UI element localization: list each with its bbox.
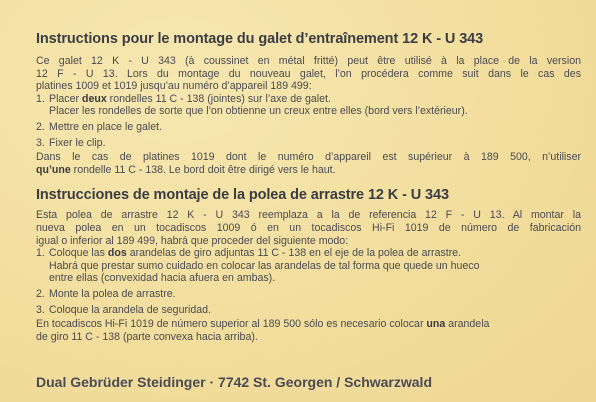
spanish-heading: Instrucciones de montaje de la polea de arrastre 12 K - U 343 bbox=[36, 187, 449, 204]
step-text: Coloque las dos arandelas de giro adjuntas 11 C - 138 en el eje de la polea de arrastre. bbox=[49, 247, 462, 260]
spanish-outro-line: de giro 11 C - 138 (parte convexa hacia arriba). bbox=[36, 330, 258, 343]
manufacturer-footer: Dual Gebrüder Steidinger · 7742 St. Georgen / Schwarzwald bbox=[36, 374, 432, 390]
step-number: 1. bbox=[36, 92, 45, 105]
french-intro bbox=[36, 55, 581, 93]
french-intro-line: platines 1009 et 1019 jusqu’au numéro d’appareil 189 499: bbox=[36, 80, 312, 93]
step-text: entre ellas (convexidad hacia afuera en ambas). bbox=[49, 272, 276, 285]
french-step-3 bbox=[36, 137, 581, 150]
step-text: Habrá que prestar sumo cuidado en colocar las arandelas de tal forma que quede un hueco bbox=[49, 259, 480, 272]
spanish-step-3 bbox=[36, 304, 581, 317]
french-heading: Instructions pour le montage du galet d’entraînement 12 K - U 343 bbox=[36, 31, 484, 47]
step-number: 2. bbox=[36, 287, 45, 300]
step-number: 2. bbox=[36, 120, 45, 133]
spanish-intro-line: nueva polea en un tocadiscos 1009 ó en un tocadiscos Hi-Fi 1019 de número de fabricación bbox=[36, 221, 581, 234]
french-section bbox=[36, 30, 581, 176]
step-text: Mettre en place le galet. bbox=[49, 120, 163, 133]
spanish-intro-line: Esta polea de arrastre 12 K - U 343 reemplaza a la de referencia 12 F - U 13. Al montar la bbox=[36, 209, 581, 222]
spanish-step-2 bbox=[36, 288, 581, 301]
spanish-intro bbox=[36, 209, 581, 247]
french-step-2 bbox=[36, 121, 581, 134]
step-number: 3. bbox=[36, 136, 45, 149]
spanish-outro bbox=[36, 318, 581, 343]
spanish-intro-line: igual o inferior al 189 499, habrá que proceder del siguiente modo: bbox=[36, 234, 349, 247]
french-intro-line: Ce galet 12 K - U 343 (à coussinet en métal fritté) peut être utilisé à la place de la version bbox=[36, 55, 581, 67]
spanish-step-1 bbox=[36, 247, 581, 285]
spanish-outro-line: En tocadiscos Hi-Fi 1019 de número superior al 189 500 sólo es necesario colocar una arandela bbox=[36, 318, 490, 331]
step-text: Monte la polea de arrastre. bbox=[49, 287, 176, 300]
french-outro bbox=[36, 151, 581, 176]
french-outro-line: Dans le cas de platines 1019 dont le numéro d’appareil est supérieur à 189 500, n’utiliser bbox=[36, 151, 581, 164]
step-number: 1. bbox=[36, 247, 45, 260]
step-number: 3. bbox=[36, 303, 45, 316]
french-outro-line: qu’une rondelle 11 C - 138. Le bord doit être dirigé vers le haut. bbox=[36, 163, 336, 176]
step-text: Coloque la arandela de seguridad. bbox=[49, 303, 211, 316]
instruction-sheet bbox=[36, 30, 581, 343]
step-text: Placer deux rondelles 11 C - 138 (jointes) sur l’axe de galet. bbox=[49, 92, 331, 105]
step-text: Fixer le clip. bbox=[49, 136, 106, 149]
spanish-section bbox=[36, 186, 581, 343]
french-step-1 bbox=[36, 93, 581, 118]
french-intro-line: 12 F - U 13. Lors du montage du nouveau galet, l’on procédera comme suit dans le cas des bbox=[36, 67, 581, 80]
step-text: Placer les rondelles de sorte que l’on obtienne un creux entre elles (bord vers l’extérieur). bbox=[49, 105, 468, 118]
